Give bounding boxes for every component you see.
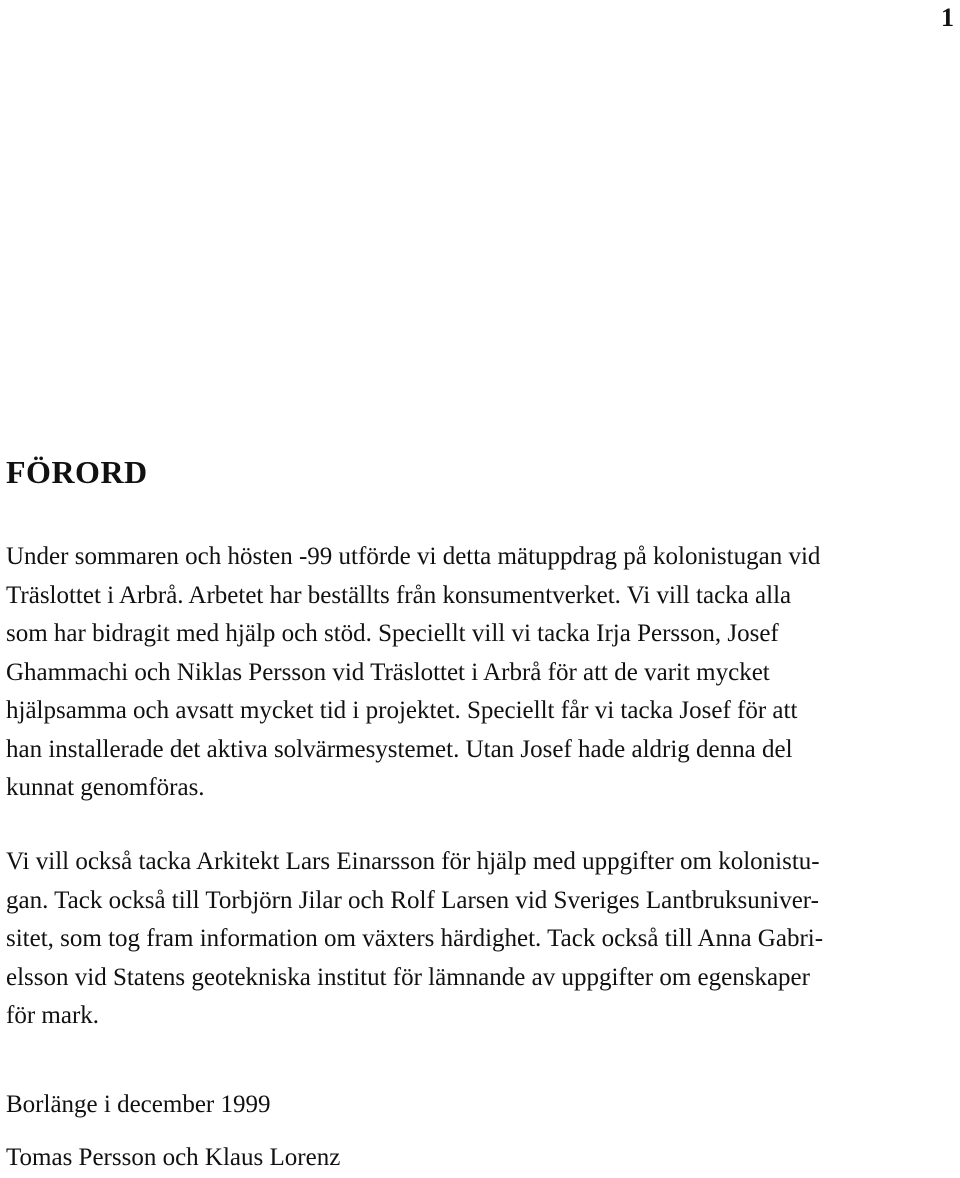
paragraph-line: Vi vill också tacka Arkitekt Lars Einarsson för hjälp med uppgifter om kolonistu- [6,848,820,875]
paragraph-line: för mark. [6,1002,100,1029]
paragraph-line: kunnat genomföras. [6,774,205,801]
page-number: 1 [941,3,954,32]
paragraph-line: Under sommaren och hösten -99 utförde vi detta mätuppdrag på kolonistugan vid [6,543,821,570]
page-title: FÖRORD [6,454,148,490]
paragraph-line: gan. Tack också till Torbjörn Jilar och Rolf Larsen vid Sveriges Lantbruksuniver- [6,886,819,914]
paragraph-line: han installerade det aktiva solvärmesystemet. Utan Josef hade aldrig denna del [6,735,793,763]
paragraph-acknowledgements [6,538,936,808]
signoff-authors: Tomas Persson och Klaus Lorenz [6,1144,341,1171]
signoff-place-date: Borlänge i december 1999 [6,1091,271,1118]
paragraph-additional-thanks [6,843,936,1036]
paragraph-line: Träslottet i Arbrå. Arbetet har beställts från konsumentverket. Vi vill tacka alla [6,581,792,609]
paragraph-line: elsson vid Statens geotekniska institut för lämnande av uppgifter om egenskaper [6,963,810,991]
paragraph-line: Ghammachi och Niklas Persson vid Träslottet i Arbrå för att de varit mycket [6,658,770,686]
paragraph-line: hjälpsamma och avsatt mycket tid i projektet. Speciellt får vi tacka Josef för att [6,697,798,724]
paragraph-line: sitet, som tog fram information om växters härdighet. Tack också till Anna Gabri- [6,925,824,952]
paragraph-line: som har bidragit med hjälp och stöd. Speciellt vill vi tacka Irja Persson, Josef [6,620,779,647]
